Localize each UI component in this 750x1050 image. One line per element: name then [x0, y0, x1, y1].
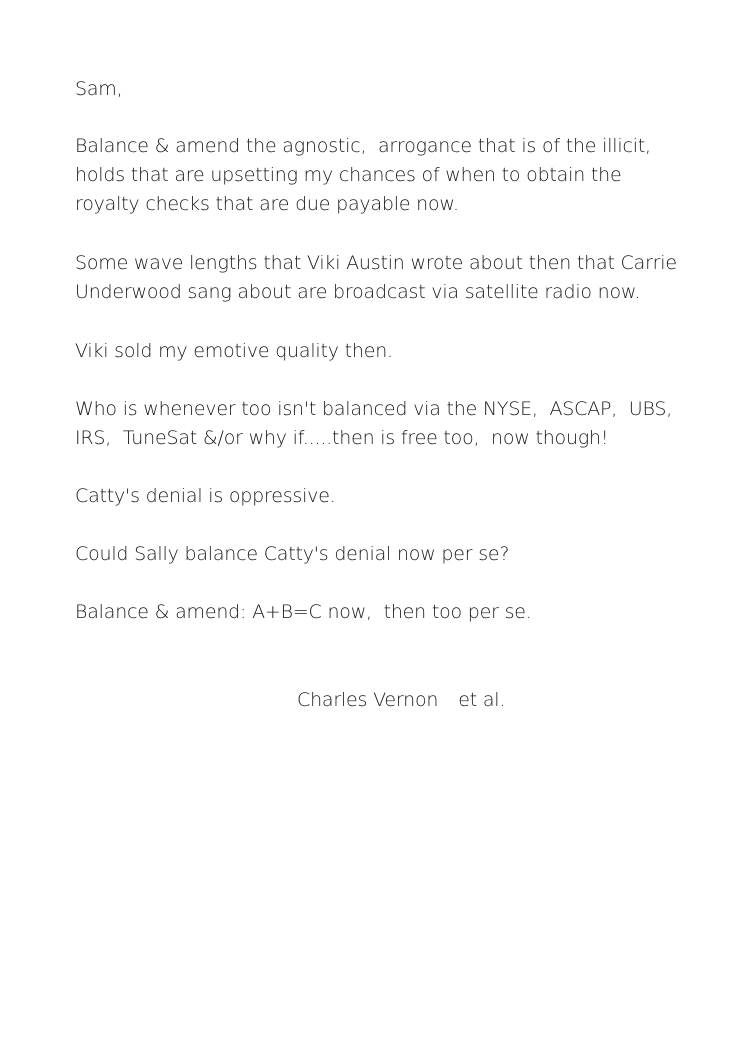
- paragraph-sally-question: Could Sally balance Catty's denial now per se?: [75, 543, 510, 565]
- paragraph-royalty-checks: Balance & amend the agnostic, arrogance that is of the illicit, holds that are upsetting my chances of when to obtain the royalty checks that are due payable now.: [75, 135, 651, 215]
- paragraph-emotive-quality: Viki sold my emotive quality then.: [75, 340, 393, 362]
- signature: [297, 686, 505, 715]
- paragraph-wave-lengths: Some wave lengths that Viki Austin wrote about then that Carrie Underwood sang about are broadcast via satellite radio now.: [75, 252, 677, 303]
- signature-name: Charles Vernon: [297, 689, 439, 711]
- paragraph-catty-denial: Catty's denial is oppressive.: [75, 485, 336, 507]
- salutation: Sam,: [75, 78, 123, 100]
- signature-suffix: et al.: [458, 689, 506, 711]
- paragraph-equation: Balance & amend: A+B=C now, then too per se.: [75, 601, 532, 623]
- paragraph-balance-question: Who is whenever too isn't balanced via the NYSE, ASCAP, UBS, IRS, TuneSat &/or why if.....then is free too, now though!: [75, 398, 673, 449]
